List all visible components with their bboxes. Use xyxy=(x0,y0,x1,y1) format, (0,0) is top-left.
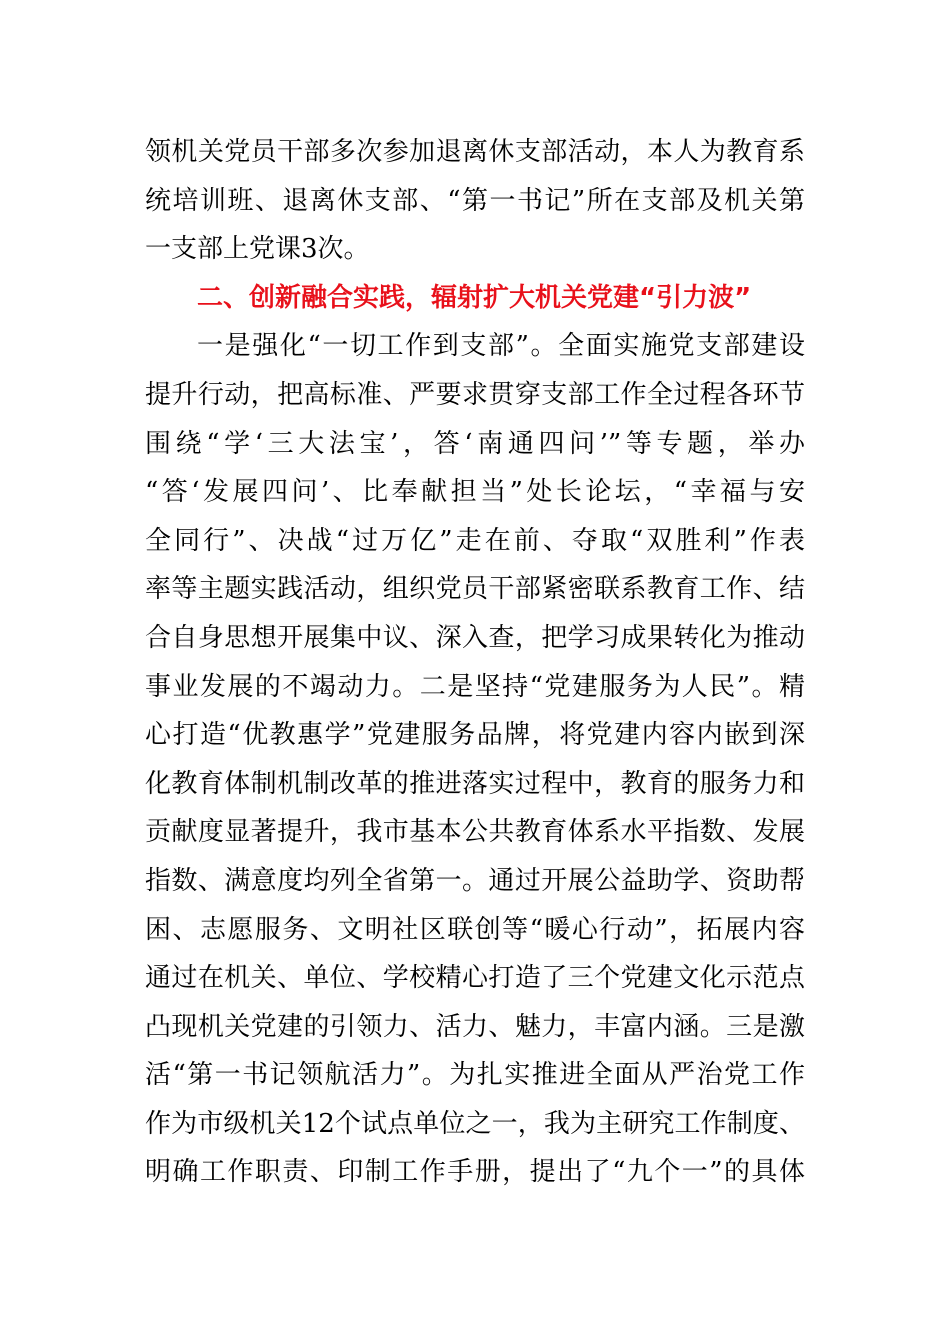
text-line: 事业发展的不竭动力。二是坚持“党建服务为人民”。精 xyxy=(145,671,805,702)
text-line: 提升行动，把高标准、严要求贯穿支部工作全过程各环节 xyxy=(145,379,805,410)
text-line: 领机关党员干部多次参加退离休支部活动，本人为教育系 xyxy=(145,137,805,167)
text-line: 统培训班、退离休支部、“第一书记”所在支部及机关第 xyxy=(145,185,805,216)
text-line: 指数、满意度均列全省第一。通过开展公益助学、资助帮 xyxy=(145,865,805,896)
text-line: 一支部上党课3次。 xyxy=(145,234,370,265)
paragraph-2 xyxy=(145,322,805,1197)
document-page xyxy=(145,128,805,1197)
text-line: 困、志愿服务、文明社区联创等“暖心行动”，拓展内容 xyxy=(145,914,805,945)
text-line: 心打造“优教惠学”党建服务品牌，将党建内容内嵌到深 xyxy=(145,720,805,751)
text-line: “答‘发展四问’、比奉献担当”处长论坛，“幸福与安 xyxy=(145,477,805,508)
text-line: 贡献度显著提升，我市基本公共教育体系水平指数、发展 xyxy=(145,817,805,848)
text-line: 合自身思想开展集中议、深入查，把学习成果转化为推动 xyxy=(145,622,805,653)
text-line: 凸现机关党建的引领力、活力、魅力，丰富内涵。三是激 xyxy=(145,1011,805,1042)
text-line: 围绕“学‘三大法宝’，答‘南通四问’”等专题，举办 xyxy=(145,428,805,459)
text-line: 化教育体制机制改革的推进落实过程中，教育的服务力和 xyxy=(145,768,805,799)
text-line: 通过在机关、单位、学校精心打造了三个党建文化示范点 xyxy=(145,963,805,994)
paragraph-1 xyxy=(145,128,805,274)
text-line: 全同行”、决战“过万亿”走在前、夺取“双胜利”作表 xyxy=(145,525,805,556)
text-line: 明确工作职责、印制工作手册，提出了“九个一”的具体 xyxy=(145,1157,805,1188)
text-line: 率等主题实践活动，组织党员干部紧密联系教育工作、结 xyxy=(145,574,805,605)
text-line: 一是强化“一切工作到支部”。全面实施党支部建设 xyxy=(197,331,805,362)
text-line: 作为市级机关12个试点单位之一，我为主研究工作制度、 xyxy=(145,1108,805,1139)
section-heading: 二、创新融合实践，辐射扩大机关党建“引力波” xyxy=(197,282,752,313)
text-line: 活“第一书记领航活力”。为扎实推进全面从严治党工作 xyxy=(145,1060,805,1091)
